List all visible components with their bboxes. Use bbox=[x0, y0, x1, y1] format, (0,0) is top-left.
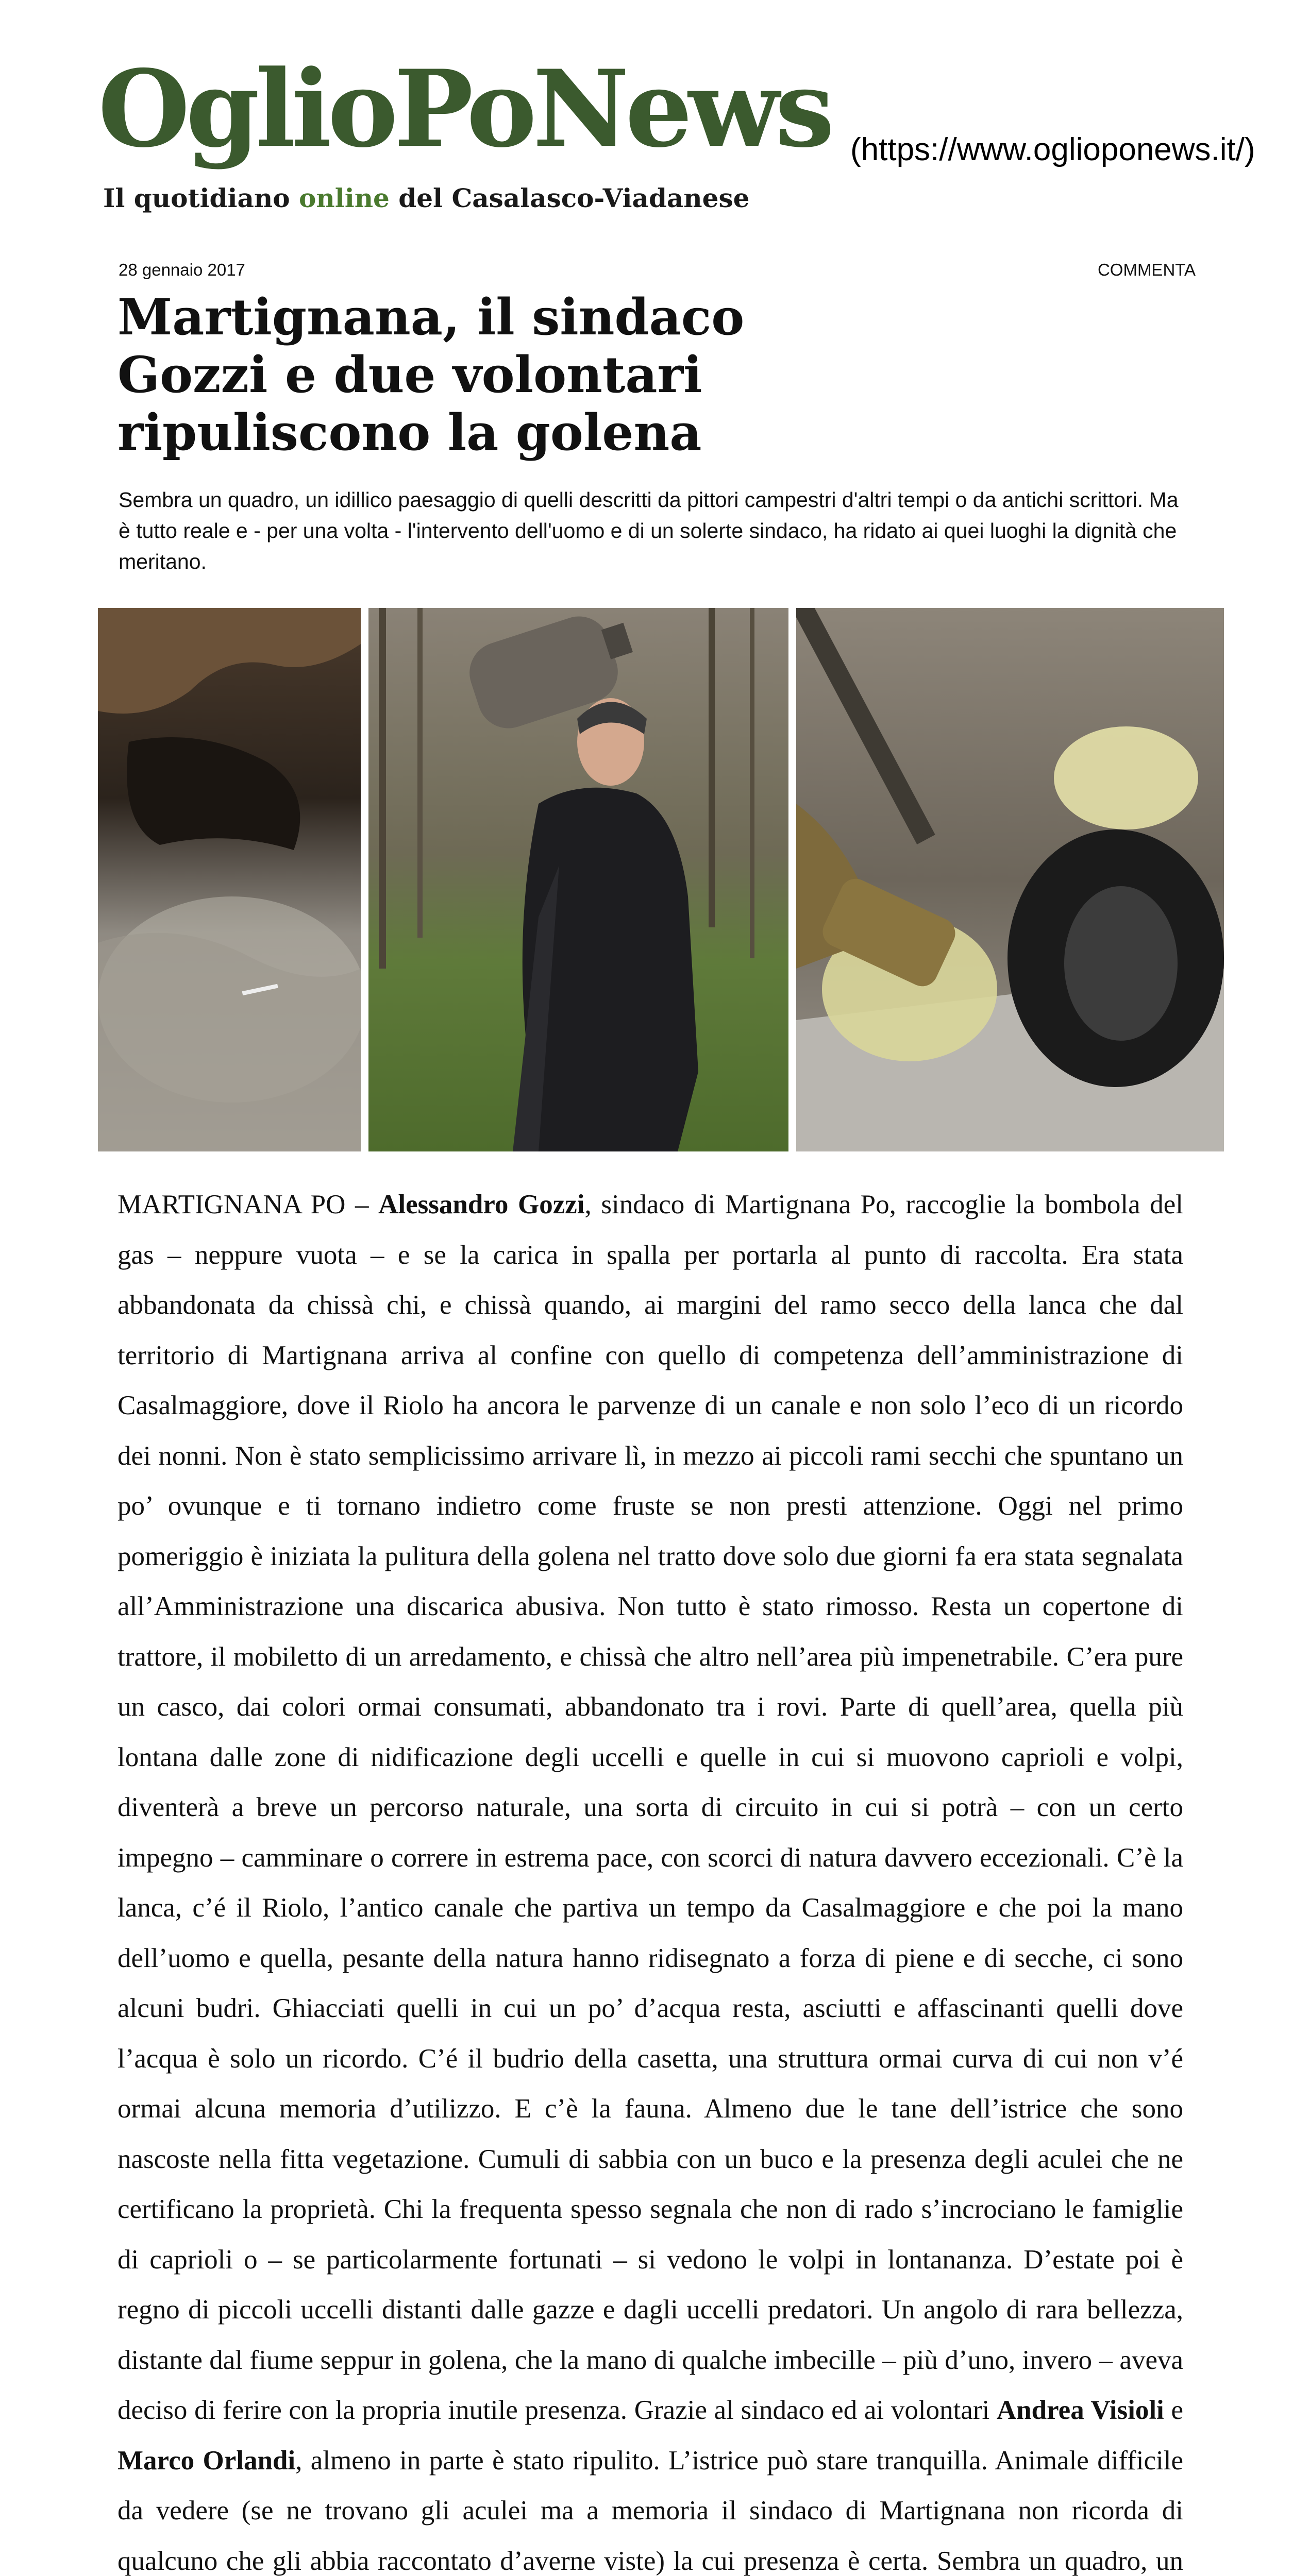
article-date: 28 gennaio 2017 bbox=[119, 260, 245, 279]
photo-collage bbox=[98, 608, 1232, 1151]
tagline-online: online bbox=[299, 183, 390, 213]
article-summary: Sembra un quadro, un idillico paesaggio di quelli descritti da pittori campestri d'altri tempi o da antichi scrittori. Ma è tutto reale e - per una volta - l'intervento dell'uomo e di un solerte sindaco, ha ridato ai quei luoghi la dignità che meritano. bbox=[119, 488, 1179, 573]
body-dateline: MARTIGNANA PO – bbox=[117, 1190, 379, 1219]
comment-link[interactable]: COMMENTA bbox=[1097, 260, 1196, 279]
body-text-segment: , almeno in parte è stato ripulito. L’istrice può stare tranquilla. Animale difficile da vedere (se ne trovano gli aculei ma a memoria il sindaco di Martignana non ricorda di qualcuno che gli abbia raccontato d’averne viste) la cui presenza è certa. Sembra un quadro, un bbox=[117, 2445, 1184, 2576]
site-url[interactable]: (https://www.oglioponews.it/) bbox=[850, 132, 1255, 167]
collected-tyre-and-waste-photo bbox=[796, 608, 1224, 1151]
article-body bbox=[117, 1180, 1183, 2576]
tagline-prefix: Il quotidiano bbox=[103, 183, 299, 213]
site-logo[interactable]: OglioPoNews bbox=[98, 47, 831, 171]
person-andrea-visioli: Andrea Visioli bbox=[996, 2395, 1164, 2425]
masthead bbox=[98, 47, 1255, 227]
article-meta bbox=[119, 260, 1196, 280]
article-title: Martignana, il sindaco Gozzi e due volontari ripuliscono la golena bbox=[117, 288, 745, 462]
body-text-segment: , sindaco di Martignana Po, raccoglie la bombola del gas – neppure vuota – e se la carica in spalla per portarla al punto di raccolta. Era stata abbandonata da chissà chi, e chissà quando, ai margini del ramo secco della lanca che dal territorio di Martignana arriva al confine con quello di competenza dell’amministrazione di Casalmaggiore, dove il Riolo ha ancora le parvenze di un canale e non solo l’eco di un ricordo dei nonni. Non è stato semplicissimo arrivare lì, in mezzo ai piccoli rami secchi che spuntano un po’ ovunque e ti tornano indietro come fruste se non presti attenzione. Oggi nel primo pomeriggio è iniziata la pulitura della golena nel tratto dove solo due giorni fa era stata segnalata all’Amministrazione una discarica abusiva. Non tutto è stato rimosso. Resta un copertone di trattore, il mobiletto di un arredamento, e chissà che altro nell’area più impenetrabile. C’era pure un casco, dai colori ormai consumati, abbandonato tra i rovi. Parte di quell’area, quella più lontana dalle zone di nidificazione degli uccelli e quelle in cui si muovono caprioli e volpi, diventerà a breve un percorso naturale, una sorta di circuito in cui si potrà – con un certo impegno – camminare o correre in estrema pace, con scorci di natura davvero eccezionali. C’è la lanca, c’é il Riolo, l’antico canale che partiva un tempo da Casalmaggiore e che poi la mano dell’uomo e quella, pesante della natura hanno ridisegnato a forza di piene e di secche, ci sono alcuni budri. Ghiacciati quelli in cui un po’ d’acqua resta, asciutti e affascinanti quelli dove l’acqua è solo un ricordo. C’é il budrio della casetta, una struttura ormai curva di cui non v’é ormai alcuna memoria d’utilizzo. E c’è la fauna. Almeno due le tane dell’istrice che sono nascoste nella fitta vegetazione. Cumuli di sabbia con un buco e la presenza degli aculei che ne certificano la proprietà. Chi la frequenta spesso segnala che non di rado s’incrociano le famiglie di caprioli o – se particolarmente fortunati – si vedono le volpi in lontananza. D’estate poi è regno di piccoli uccelli distanti dalle gazze e dagli uccelli predatori. Un angolo di rara bellezza, distante dal fiume seppur in golena, che la mano di qualche imbecille – più d’uno, invero – aveva deciso di ferire con la propria inutile presenza. Grazie al sindaco ed ai volontari bbox=[117, 1190, 1183, 2425]
mayor-carrying-gas-cylinder-photo bbox=[368, 608, 788, 1151]
person-alessandro-gozzi: Alessandro Gozzi bbox=[378, 1190, 585, 1219]
body-text-segment: e bbox=[1164, 2395, 1183, 2425]
person-marco-orlandi: Marco Orlandi bbox=[117, 2445, 296, 2476]
tagline-suffix: del Casalasco-Viadanese bbox=[389, 183, 750, 213]
porcupine-den-photo bbox=[98, 608, 361, 1151]
site-tagline bbox=[103, 183, 749, 213]
